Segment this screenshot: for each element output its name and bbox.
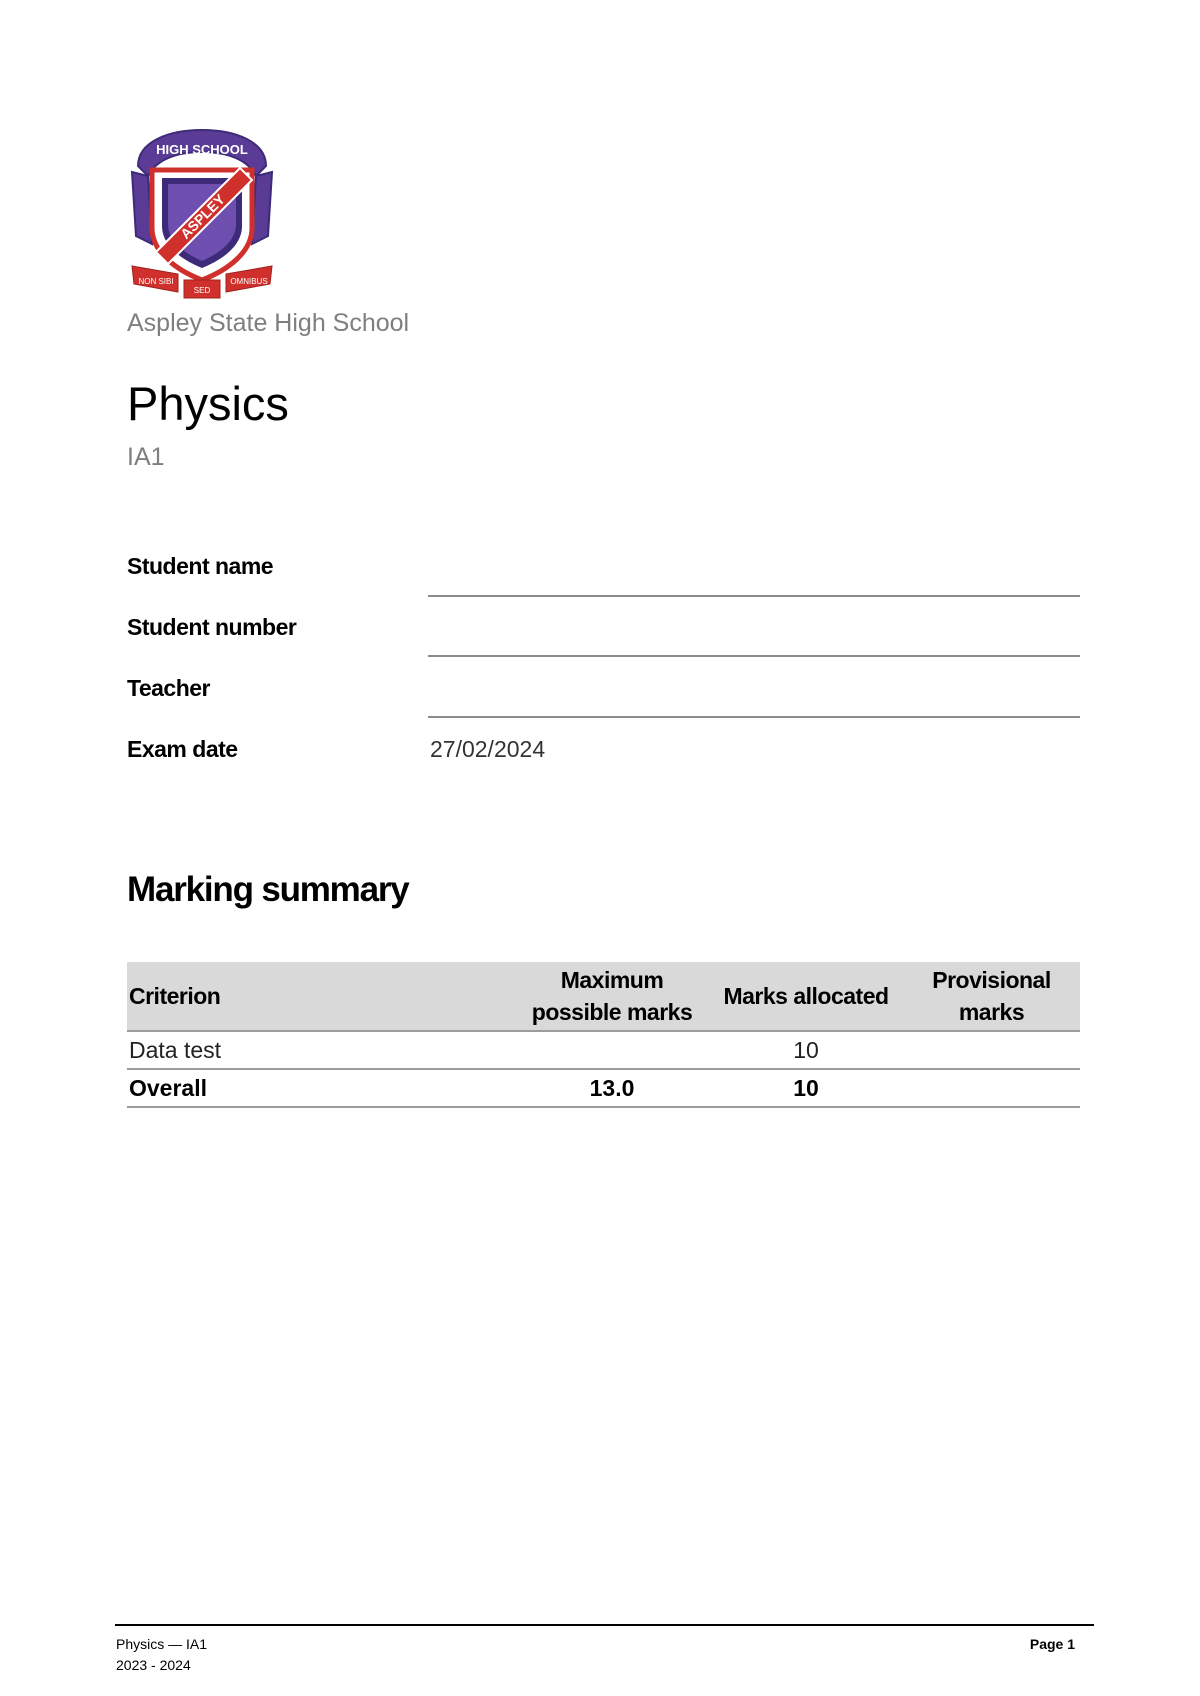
column-header-maximum: Maximum possible marks bbox=[515, 962, 709, 1031]
column-header-criterion: Criterion bbox=[127, 962, 515, 1031]
overall-label-cell: Overall bbox=[127, 1069, 515, 1107]
teacher-label: Teacher bbox=[127, 675, 211, 701]
student-name-line bbox=[428, 595, 1080, 597]
footer-divider bbox=[115, 1624, 1094, 1626]
school-crest-logo bbox=[128, 124, 276, 300]
allocated-cell: 10 bbox=[709, 1031, 903, 1069]
student-number-line bbox=[428, 655, 1080, 657]
student-name-label: Student name bbox=[127, 553, 274, 579]
school-name: Aspley State High School bbox=[127, 309, 410, 337]
overall-maximum-cell: 13.0 bbox=[515, 1069, 709, 1107]
maximum-cell bbox=[515, 1031, 709, 1069]
column-header-allocated: Marks allocated bbox=[709, 962, 903, 1031]
svg-text:ASPLEY: ASPLEY bbox=[177, 191, 228, 242]
svg-text:NON SIBI: NON SIBI bbox=[138, 277, 174, 286]
footer-title: Physics — IA1 bbox=[116, 1636, 208, 1652]
overall-allocated-cell: 10 bbox=[709, 1069, 903, 1107]
exam-date-value: 27/02/2024 bbox=[430, 736, 546, 762]
svg-text:HIGH SCHOOL: HIGH SCHOOL bbox=[156, 142, 248, 157]
footer-page-number: Page 1 bbox=[1029, 1636, 1075, 1652]
footer-year: 2023 - 2024 bbox=[116, 1657, 191, 1673]
overall-row bbox=[127, 1069, 1080, 1107]
overall-provisional-cell bbox=[903, 1069, 1080, 1107]
teacher-line bbox=[428, 716, 1080, 718]
criterion-cell: Data test bbox=[127, 1031, 515, 1069]
marking-summary-title: Marking summary bbox=[127, 870, 409, 909]
table-row bbox=[127, 1031, 1080, 1069]
assessment-code: IA1 bbox=[127, 443, 165, 471]
school-crest-icon bbox=[128, 124, 276, 300]
exam-date-label: Exam date bbox=[127, 736, 238, 762]
provisional-cell bbox=[903, 1031, 1080, 1069]
student-number-label: Student number bbox=[127, 614, 297, 640]
svg-text:OMNIBUS: OMNIBUS bbox=[230, 277, 268, 286]
subject-title: Physics bbox=[127, 377, 289, 430]
table-header-row bbox=[127, 962, 1080, 1031]
svg-text:SED: SED bbox=[193, 286, 211, 295]
marking-summary-table bbox=[127, 962, 1080, 1108]
column-header-provisional: Provisional marks bbox=[903, 962, 1080, 1031]
